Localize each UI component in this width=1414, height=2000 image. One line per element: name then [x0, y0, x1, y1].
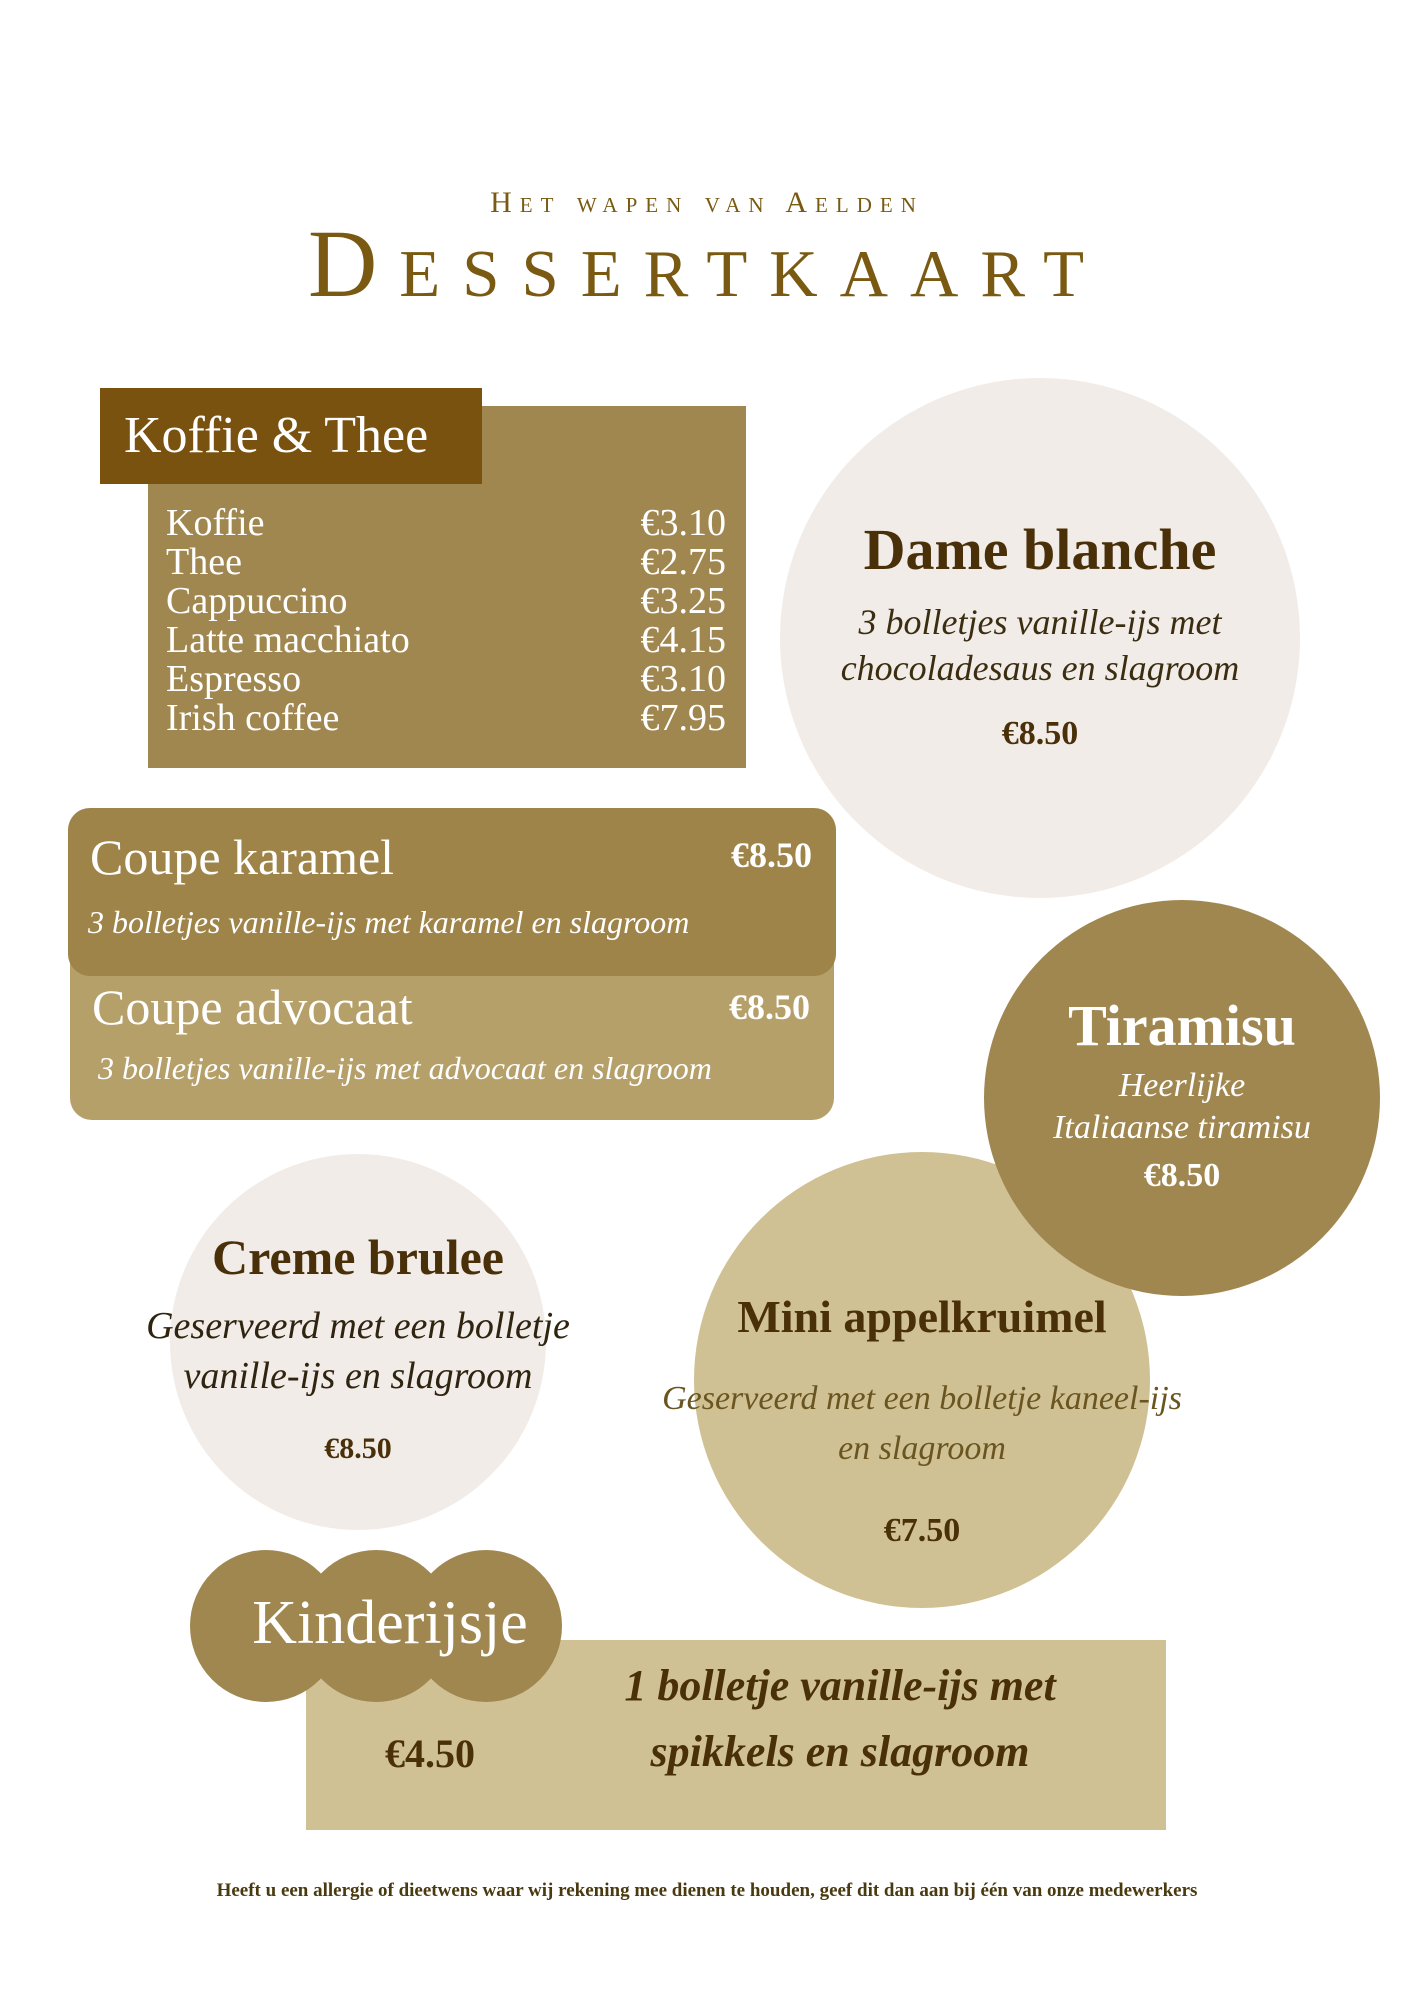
- dame-blanche-desc-line1: 3 bolletjes vanille-ijs met: [858, 602, 1222, 642]
- item-price: €2.75: [640, 541, 726, 583]
- list-item: [166, 621, 726, 660]
- item-name: Cappuccino: [166, 580, 348, 622]
- dame-blanche-desc-line2: chocoladesaus en slagroom: [840, 648, 1240, 688]
- kinderijsje-name: Kinderijsje: [252, 1589, 528, 1657]
- list-item: [166, 699, 726, 738]
- koffie-thee-heading: Koffie & Thee: [100, 388, 482, 484]
- tiramisu-name: Tiramisu: [1068, 993, 1296, 1058]
- tiramisu-price: €8.50: [1143, 1157, 1221, 1194]
- restaurant-name: Het wapen van Aelden: [490, 186, 924, 219]
- tiramisu-desc-line2: Italiaanse tiramisu: [1053, 1109, 1311, 1146]
- item-name: Latte macchiato: [166, 619, 410, 661]
- coupe-karamel-card: [68, 808, 836, 976]
- tiramisu-card: [984, 900, 1380, 1296]
- page-title: Dessertkaart: [307, 210, 1107, 317]
- koffie-thee-list: [166, 504, 726, 738]
- kinderijsje-desc-line1: 1 bolletje vanille-ijs met: [624, 1661, 1056, 1710]
- creme-brulee-desc-line2: vanille-ijs en slagroom: [183, 1355, 533, 1397]
- creme-brulee-desc-line1: Geserveerd met een bolletje: [146, 1305, 570, 1347]
- list-item: [166, 543, 726, 582]
- dame-blanche-name: Dame blanche: [863, 517, 1217, 582]
- mini-appelkruimel-desc-line1: Geserveerd met een bolletje kaneel-ijs: [662, 1380, 1182, 1417]
- kinderijsje-desc-line2: spikkels en slagroom: [650, 1727, 1030, 1776]
- dame-blanche-card: [780, 378, 1300, 898]
- list-item: [166, 504, 726, 543]
- item-price: €3.10: [640, 658, 726, 700]
- item-price: €7.95: [640, 697, 726, 739]
- mini-appelkruimel-desc-line2: en slagroom: [838, 1430, 1006, 1467]
- item-price: €4.15: [640, 619, 726, 661]
- allergy-notice: Heeft u een allergie of dieetwens waar wij rekening mee dienen te houden, geef dit dan aan bij één van onze medewerkers: [216, 1880, 1198, 1901]
- kinderijsje-price: €4.50: [385, 1731, 475, 1776]
- mini-appelkruimel-name: Mini appelkruimel: [737, 1291, 1107, 1342]
- item-price: €3.25: [640, 580, 726, 622]
- coupe-advocaat-desc: 3 bolletjes vanille-ijs met advocaat en slagroom: [98, 1050, 712, 1086]
- list-item: [166, 660, 726, 699]
- coupe-advocaat-price: €8.50: [729, 987, 810, 1027]
- creme-brulee-name: Creme brulee: [211, 1229, 505, 1285]
- dame-blanche-price: €8.50: [1001, 715, 1079, 752]
- coupe-karamel-desc: 3 bolletjes vanille-ijs met karamel en slagroom: [88, 904, 690, 940]
- tiramisu-desc-line1: Heerlijke: [1118, 1067, 1246, 1104]
- coupe-karamel-name: Coupe karamel: [90, 829, 395, 885]
- item-name: Thee: [166, 541, 242, 583]
- item-price: €3.10: [640, 502, 726, 544]
- mini-appelkruimel-price: €7.50: [883, 1512, 961, 1549]
- creme-brulee-price: €8.50: [324, 1432, 392, 1465]
- list-item: [166, 582, 726, 621]
- item-name: Koffie: [166, 502, 265, 544]
- item-name: Irish coffee: [166, 697, 340, 739]
- item-name: Espresso: [166, 658, 302, 700]
- coupe-advocaat-name: Coupe advocaat: [92, 979, 413, 1035]
- coupe-karamel-price: €8.50: [731, 835, 812, 875]
